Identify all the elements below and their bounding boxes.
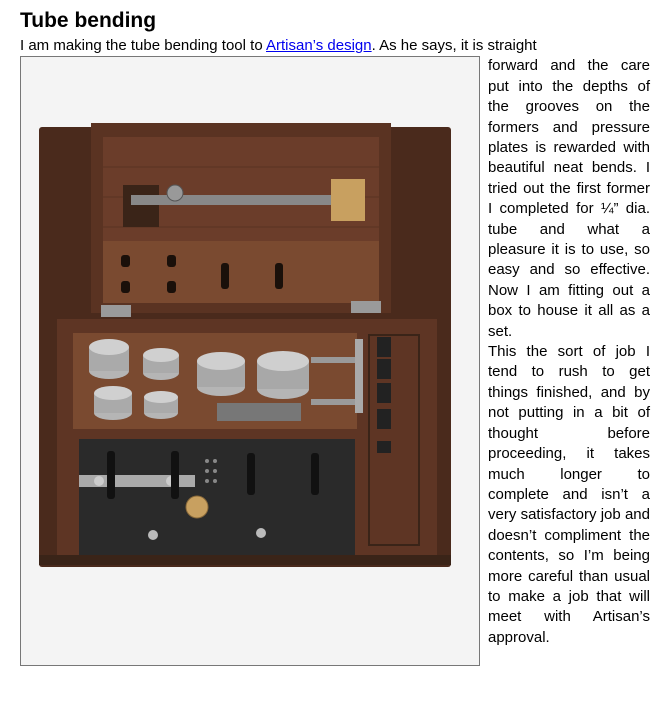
intro-first-line — [20, 36, 650, 56]
tool-box-photo — [20, 56, 480, 666]
intro-rest — [20, 56, 650, 648]
artisan-design-link[interactable]: Artisan’s design — [266, 37, 372, 54]
intro-continued: forward and the care put into the depths of the grooves on the formers and pressure plates is rewarded with beautiful neat bends. I tried out the first former I completed for ¼” dia. tube and what a pleasure it is to use, so easy and so effective. Now I am fitting out a box to house it all as a set. — [488, 57, 650, 340]
article — [20, 8, 650, 646]
article-paragraph-2: This the sort of job I tend to rush to get things finished, and by not putting in a bit of thought before proceeding, it takes much longer to complete and isn’t a very satisfactory job and doesn’t compliment the contents, so I’m being more careful than usual to make a job that will meet with Artisan’s approval. — [488, 343, 650, 646]
tool-box-illustration — [21, 57, 479, 665]
article-title: Tube bending — [20, 9, 157, 32]
intro-text-end: . As he says, it is straight — [371, 37, 537, 54]
text-wrap — [20, 36, 650, 668]
intro-text-start: I am making the tube bending tool to — [20, 37, 266, 54]
